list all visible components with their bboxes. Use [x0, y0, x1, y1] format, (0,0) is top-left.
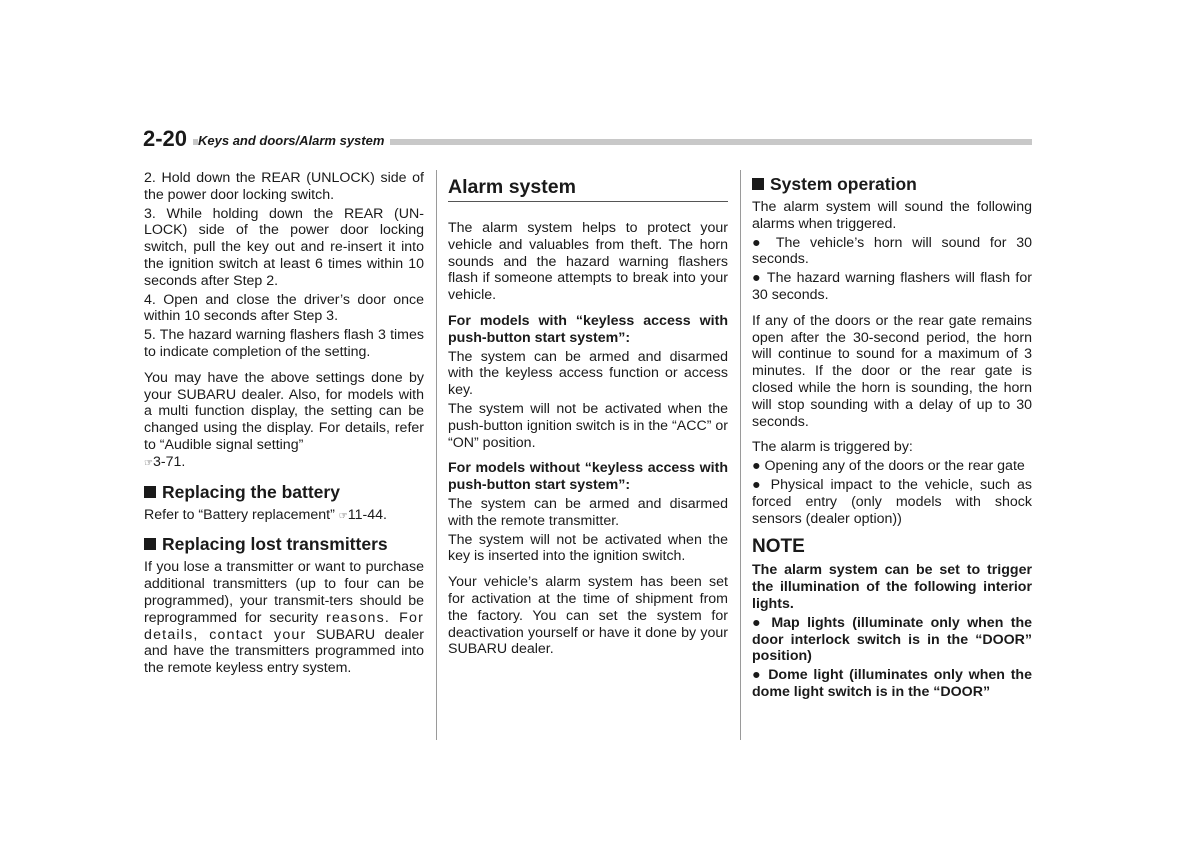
- alarm-system-heading: Alarm system: [448, 176, 728, 202]
- flashers-bullet: ● The hazard warning flashers will flash for 30 seconds.: [752, 270, 1032, 303]
- keyless-text-1: The system can be armed and disarmed with the keyless access function or access key.: [448, 348, 728, 399]
- dealer-page-ref: 3-71.: [152, 453, 186, 470]
- doors-open-text: If any of the doors or the rear gate remains open after the 30-second period, the horn will continue to sound for a maximum of 3 minutes. If the door or the rear gate is closed while the horn is sounding, the horn will stop sounding with a delay of up to 30 seconds.: [752, 312, 1032, 430]
- column-left: [144, 170, 424, 686]
- square-bullet-icon: [144, 538, 156, 550]
- step-3-text: 3. While holding down the REAR (UN-LOCK) side of the power door locking switch, pull the key out and re-insert it into the ignition switch at least 6 times within 10 seconds after Step 2.: [144, 205, 424, 289]
- note-text-3: ● Dome light (illuminates only when the dome light switch is in the “DOOR”: [752, 667, 1032, 700]
- note-text-2: ● Map lights (illuminate only when the door interlock switch is in the “DOOR” position): [752, 614, 1032, 665]
- page-header: [143, 126, 1032, 152]
- factory-setting-text: Your vehicle’s alarm system has been set for activation at the time of shipment from the factory. You can set the system for deactivation yourself or have it done by your SUBARU dealer.: [448, 574, 728, 658]
- operation-intro-text: The alarm system will sound the following alarms when triggered.: [752, 199, 1032, 232]
- column-divider-2: [740, 170, 741, 740]
- note-text-1: The alarm system can be set to trigger the illumination of the following interior lights.: [752, 562, 1032, 612]
- page-ref-icon: ☞: [338, 510, 348, 522]
- alarm-intro-text: The alarm system helps to protect your vehicle and valuables from theft. The horn sounds and the hazard warning flashers flash if someone attempts to break into your vehicle.: [448, 220, 728, 304]
- lost-text-b: reasons. For details, contact your: [144, 609, 424, 643]
- replacing-lost-transmitters-heading: Replacing lost transmitters: [144, 534, 424, 555]
- page-ref-icon: ☞: [144, 457, 153, 469]
- page-number: 2-20: [143, 126, 193, 152]
- replacing-battery-heading: Replacing the battery: [144, 482, 424, 503]
- square-bullet-icon: [144, 486, 156, 498]
- square-bullet-icon: [752, 178, 764, 190]
- horn-bullet: ● The vehicle’s horn will sound for 30 seconds.: [752, 234, 1032, 268]
- lost-text-c: SUBARU dealer and have the transmitters programmed into the remote keyless entry system.: [144, 626, 424, 677]
- section-title: Keys and doors/Alarm system: [198, 133, 390, 149]
- lost-transmitters-paragraph: [144, 559, 424, 677]
- trigger-bullet-2: ● Physical impact to the vehicle, such as forced entry (only models with shock sensors (dealer option)): [752, 476, 1032, 527]
- column-middle: [448, 170, 728, 667]
- column-right: [752, 170, 1032, 703]
- step-4-text: 4. Open and close the driver’s door once within 10 seconds after Step 3.: [144, 291, 424, 325]
- note-heading: NOTE: [752, 536, 805, 558]
- triggered-by-text: The alarm is triggered by:: [752, 439, 913, 456]
- system-operation-heading: System operation: [752, 174, 1032, 195]
- dealer-settings-paragraph: [144, 370, 424, 473]
- step-5-text: 5. The hazard warning flashers flash 3 times to indicate completion of the setting.: [144, 327, 424, 360]
- column-divider-1: [436, 170, 437, 740]
- lost-text-a: If you lose a transmitter or want to purchase additional transmitters (up to four can be programmed), your transmit-ters should be reprogrammed for security: [144, 559, 424, 626]
- battery-text: Refer to “Battery replacement”: [144, 506, 335, 523]
- no-keyless-subheading: For models without “keyless access with push-button start system”:: [448, 460, 728, 494]
- trigger-bullet-1: ● Opening any of the doors or the rear gate: [752, 458, 1025, 475]
- keyless-subheading: For models with “keyless access with push-button start system”:: [448, 312, 728, 346]
- step-2-text: 2. Hold down the REAR (UNLOCK) side of the power door locking switch.: [144, 170, 424, 203]
- battery-page-ref: 11-44.: [347, 506, 387, 523]
- no-keyless-text-1: The system can be armed and disarmed with the remote transmitter.: [448, 495, 728, 529]
- no-keyless-text-2: The system will not be activated when the key is inserted into the ignition switch.: [448, 531, 728, 565]
- keyless-text-2: The system will not be activated when the push-button ignition switch is in the “ACC” or “ON” position.: [448, 400, 728, 451]
- dealer-settings-text: You may have the above settings done by your SUBARU dealer. Also, for models with a multi function display, the setting can be changed using the display. For details, refer to “Audible signal setting”: [144, 369, 424, 453]
- battery-paragraph: [144, 507, 424, 526]
